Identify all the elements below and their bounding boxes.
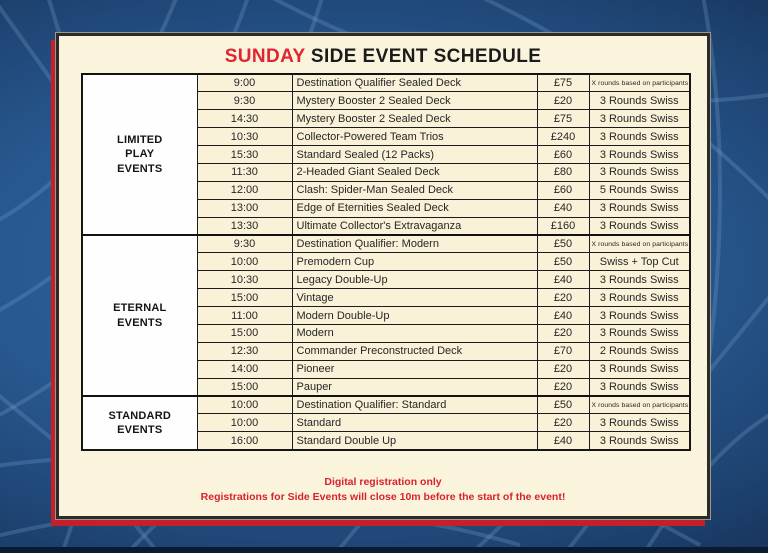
event-cell: Clash: Spider-Man Sealed Deck [292,181,537,199]
event-cell: Standard Sealed (12 Packs) [292,146,537,164]
time-cell: 10:00 [197,396,292,414]
section-label: LIMITED PLAY EVENTS [82,74,197,235]
time-cell: 16:00 [197,432,292,450]
event-cell: Vintage [292,289,537,307]
rounds-cell: 3 Rounds Swiss [589,271,690,289]
section-label: ETERNAL EVENTS [82,235,197,396]
title-rest: SIDE EVENT SCHEDULE [305,46,542,67]
time-cell: 12:00 [197,181,292,199]
rounds-cell: 3 Rounds Swiss [589,432,690,450]
price-cell: £20 [537,324,589,342]
page-title [59,46,707,68]
price-cell: £20 [537,360,589,378]
bottom-dark-band [0,547,768,553]
rounds-cell: 3 Rounds Swiss [589,378,690,396]
price-cell: £40 [537,307,589,325]
time-cell: 9:30 [197,235,292,253]
time-cell: 15:00 [197,378,292,396]
price-cell: £50 [537,253,589,271]
rounds-cell: Swiss + Top Cut [589,253,690,271]
time-cell: 11:30 [197,163,292,181]
event-cell: Destination Qualifier Sealed Deck [292,74,537,92]
rounds-cell: X rounds based on participants [589,74,690,92]
time-cell: 14:00 [197,360,292,378]
time-cell: 15:00 [197,289,292,307]
time-cell: 9:00 [197,74,292,92]
price-cell: £40 [537,271,589,289]
rounds-cell: 5 Rounds Swiss [589,181,690,199]
event-cell: Collector-Powered Team Trios [292,128,537,146]
rounds-cell: X rounds based on participants [589,235,690,253]
rounds-cell: 3 Rounds Swiss [589,217,690,235]
price-cell: £70 [537,342,589,360]
price-cell: £75 [537,110,589,128]
event-cell: Edge of Eternities Sealed Deck [292,199,537,217]
rounds-cell: 3 Rounds Swiss [589,324,690,342]
event-cell: Standard Double Up [292,432,537,450]
rounds-cell: 3 Rounds Swiss [589,128,690,146]
event-cell: Commander Preconstructed Deck [292,342,537,360]
time-cell: 15:30 [197,146,292,164]
price-cell: £20 [537,289,589,307]
rounds-cell: 3 Rounds Swiss [589,360,690,378]
price-cell: £80 [537,163,589,181]
rounds-cell: 3 Rounds Swiss [589,289,690,307]
rounds-cell: 3 Rounds Swiss [589,199,690,217]
footer-line-2: Registrations for Side Events will close 10m before the start of the event! [200,491,566,504]
time-cell: 9:30 [197,92,292,110]
time-cell: 15:00 [197,324,292,342]
event-cell: Destination Qualifier: Standard [292,396,537,414]
rounds-cell: 3 Rounds Swiss [589,110,690,128]
price-cell: £240 [537,128,589,146]
rounds-cell: 2 Rounds Swiss [589,342,690,360]
time-cell: 10:00 [197,414,292,432]
time-cell: 10:00 [197,253,292,271]
event-cell: Modern Double-Up [292,307,537,325]
time-cell: 12:30 [197,342,292,360]
time-cell: 10:30 [197,128,292,146]
rounds-cell: 3 Rounds Swiss [589,307,690,325]
rounds-cell: 3 Rounds Swiss [589,92,690,110]
event-cell: Mystery Booster 2 Sealed Deck [292,110,537,128]
rounds-cell: 3 Rounds Swiss [589,163,690,181]
event-cell: Ultimate Collector's Extravaganza [292,217,537,235]
title-day: SUNDAY [224,46,306,67]
time-cell: 13:30 [197,217,292,235]
event-cell: Destination Qualifier: Modern [292,235,537,253]
price-cell: £20 [537,378,589,396]
price-cell: £75 [537,74,589,92]
schedule-card [56,33,710,519]
price-cell: £60 [537,146,589,164]
event-cell: Mystery Booster 2 Sealed Deck [292,92,537,110]
event-cell: Modern [292,324,537,342]
event-cell: Pauper [292,378,537,396]
price-cell: £40 [537,199,589,217]
price-cell: £50 [537,396,589,414]
rounds-cell: 3 Rounds Swiss [589,146,690,164]
rounds-cell: 3 Rounds Swiss [589,414,690,432]
section-label: STANDARD EVENTS [82,396,197,450]
rounds-cell: X rounds based on participants [589,396,690,414]
event-cell: Standard [292,414,537,432]
event-cell: Premodern Cup [292,253,537,271]
price-cell: £50 [537,235,589,253]
time-cell: 10:30 [197,271,292,289]
event-cell: Legacy Double-Up [292,271,537,289]
time-cell: 11:00 [197,307,292,325]
price-cell: £160 [537,217,589,235]
price-cell: £40 [537,432,589,450]
price-cell: £20 [537,92,589,110]
footer-line-1: Digital registration only [324,475,442,488]
price-cell: £60 [537,181,589,199]
schedule-table [81,73,691,451]
event-cell: Pioneer [292,360,537,378]
time-cell: 13:00 [197,199,292,217]
event-cell: 2-Headed Giant Sealed Deck [292,163,537,181]
price-cell: £20 [537,414,589,432]
time-cell: 14:30 [197,110,292,128]
registration-note [59,475,707,507]
